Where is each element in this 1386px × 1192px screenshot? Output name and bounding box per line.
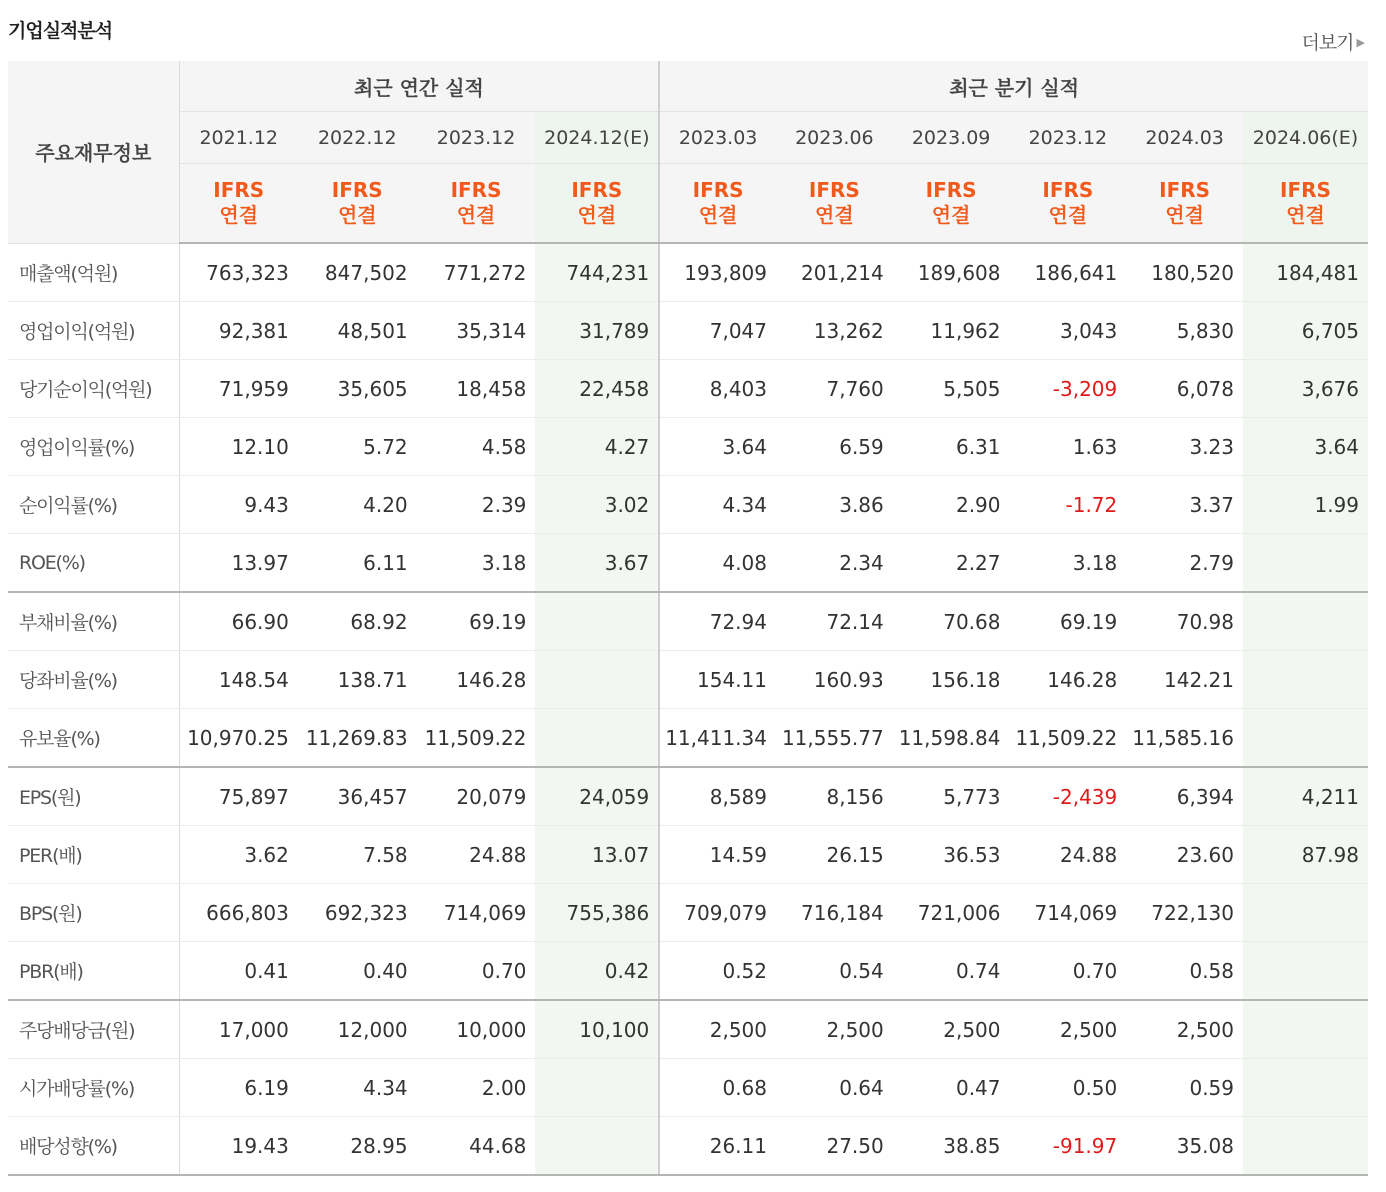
table-row [8,942,1368,1001]
table-cell: 0.58 [1126,942,1243,1001]
table-cell: 722,130 [1126,884,1243,942]
row-label: PBR(배) [8,942,179,1001]
table-cell: 3.64 [659,418,776,476]
table-cell: 193,809 [659,243,776,302]
table-cell: -3,209 [1010,360,1127,418]
ifrs-label: IFRS [331,178,383,202]
table-cell: 0.40 [298,942,417,1001]
table-cell: 17,000 [179,1000,298,1059]
ifrs-label: IFRS [1159,178,1211,202]
table-cell: 4.58 [417,418,536,476]
table-cell: 6,078 [1126,360,1243,418]
row-label: 영업이익(억원) [8,302,179,360]
table-cell: 72.94 [659,592,776,651]
table-cell: 7.58 [298,826,417,884]
table-cell: 7,760 [776,360,893,418]
table-cell: 156.18 [893,651,1010,709]
consolidated-label: 연결 [931,203,971,227]
table-cell: 35.08 [1126,1117,1243,1176]
table-cell: 8,156 [776,767,893,826]
table-cell: 709,079 [659,884,776,942]
table-cell: 44.68 [417,1117,536,1176]
table-cell [1243,1117,1368,1176]
table-cell: 692,323 [298,884,417,942]
table-cell: 2.34 [776,534,893,593]
table-cell: 4.08 [659,534,776,593]
period-header: 2023.12 [1010,112,1127,164]
table-cell [1243,884,1368,942]
table-cell [1243,651,1368,709]
table-cell: 6.59 [776,418,893,476]
table-cell: 8,589 [659,767,776,826]
table-cell: 763,323 [179,243,298,302]
ifrs-label: IFRS [1042,178,1094,202]
table-cell: 3.18 [1010,534,1127,593]
ifrs-badge [179,164,298,244]
annual-group-header: 최근 연간 실적 [179,61,659,112]
table-cell: 75,897 [179,767,298,826]
table-cell: 0.54 [776,942,893,1001]
table-row [8,1059,1368,1117]
ifrs-badge [1243,164,1368,244]
table-cell: 142.21 [1126,651,1243,709]
table-cell: 11,269.83 [298,709,417,768]
table-row [8,884,1368,942]
table-row [8,243,1368,302]
table-cell: 4,211 [1243,767,1368,826]
consolidated-label: 연결 [337,203,377,227]
period-header: 2021.12 [179,112,298,164]
table-cell: 3,043 [1010,302,1127,360]
table-cell: 160.93 [776,651,893,709]
table-cell: 4.20 [298,476,417,534]
table-cell: 3.18 [417,534,536,593]
table-cell: 10,970.25 [179,709,298,768]
arrow-right-icon: ▶ [1356,36,1364,49]
ifrs-label: IFRS [450,178,502,202]
table-cell [1243,534,1368,593]
ifrs-badge [776,164,893,244]
table-cell: 146.28 [417,651,536,709]
table-cell: 92,381 [179,302,298,360]
table-cell: 847,502 [298,243,417,302]
table-cell: 3.23 [1126,418,1243,476]
table-cell: 11,509.22 [417,709,536,768]
table-cell: 138.71 [298,651,417,709]
table-cell: 189,608 [893,243,1010,302]
table-cell: 2,500 [893,1000,1010,1059]
ifrs-badge [1010,164,1127,244]
table-cell [535,592,659,651]
table-cell: 0.42 [535,942,659,1001]
consolidated-label: 연결 [698,203,738,227]
table-cell [1243,1000,1368,1059]
table-cell: 6.11 [298,534,417,593]
table-cell: 2,500 [659,1000,776,1059]
consolidated-label: 연결 [1286,203,1325,227]
table-cell: 6,394 [1126,767,1243,826]
table-cell: 36,457 [298,767,417,826]
table-cell: 1.63 [1010,418,1127,476]
row-label: BPS(원) [8,884,179,942]
table-cell: 24,059 [535,767,659,826]
table-row [8,767,1368,826]
table-cell: 9.43 [179,476,298,534]
table-cell: 716,184 [776,884,893,942]
table-cell [535,651,659,709]
table-cell: 11,598.84 [893,709,1010,768]
table-cell: 87.98 [1243,826,1368,884]
ifrs-badge [417,164,536,244]
table-cell: 13.97 [179,534,298,593]
table-cell: 2.27 [893,534,1010,593]
table-cell: 31,789 [535,302,659,360]
table-cell: 36.53 [893,826,1010,884]
table-cell: 0.52 [659,942,776,1001]
table-cell: 11,962 [893,302,1010,360]
table-cell: -1.72 [1010,476,1127,534]
table-cell: 2,500 [1010,1000,1127,1059]
ifrs-badge [893,164,1010,244]
table-cell: 2.00 [417,1059,536,1117]
row-label: 당좌비율(%) [8,651,179,709]
table-row [8,534,1368,593]
period-header: 2022.12 [298,112,417,164]
table-cell: 744,231 [535,243,659,302]
table-cell: 2,500 [776,1000,893,1059]
ifrs-badge [298,164,417,244]
consolidated-label: 연결 [456,203,496,227]
ifrs-label: IFRS [213,178,265,202]
table-cell: 35,314 [417,302,536,360]
table-cell: 12.10 [179,418,298,476]
row-label: 주당배당금(원) [8,1000,179,1059]
period-header: 2023.12 [417,112,536,164]
ifrs-badge [659,164,776,244]
label-column-header: 주요재무정보 [8,61,179,243]
table-cell: -2,439 [1010,767,1127,826]
table-cell: 6,705 [1243,302,1368,360]
table-cell: 5,830 [1126,302,1243,360]
table-row [8,1000,1368,1059]
table-cell: 5,773 [893,767,1010,826]
table-cell: 2.90 [893,476,1010,534]
consolidated-label: 연결 [1165,203,1204,227]
period-header: 2023.06 [776,112,893,164]
table-cell: 66.90 [179,592,298,651]
table-cell: 0.41 [179,942,298,1001]
table-cell: 184,481 [1243,243,1368,302]
more-link[interactable] [1301,28,1364,55]
row-label: ROE(%) [8,534,179,593]
table-cell: 72.14 [776,592,893,651]
table-cell: 3.67 [535,534,659,593]
table-cell: 4.27 [535,418,659,476]
table-cell: 69.19 [417,592,536,651]
table-cell: 755,386 [535,884,659,942]
table-row [8,592,1368,651]
row-label: 당기순이익(억원) [8,360,179,418]
table-cell: 3.86 [776,476,893,534]
row-label: 유보율(%) [8,709,179,768]
table-cell [1243,942,1368,1001]
table-cell: 6.19 [179,1059,298,1117]
ifrs-label: IFRS [571,178,623,202]
table-cell: 1.99 [1243,476,1368,534]
table-cell [535,709,659,768]
table-cell: 13,262 [776,302,893,360]
table-cell: 186,641 [1010,243,1127,302]
table-cell: 666,803 [179,884,298,942]
table-cell: 22,458 [535,360,659,418]
ifrs-badge [535,164,659,244]
table-cell: 714,069 [417,884,536,942]
table-cell: 26.11 [659,1117,776,1176]
table-cell: 2.39 [417,476,536,534]
table-cell: 14.59 [659,826,776,884]
table-cell: 20,079 [417,767,536,826]
table-row [8,476,1368,534]
table-cell: 2.79 [1126,534,1243,593]
table-cell: 11,555.77 [776,709,893,768]
table-row [8,1117,1368,1176]
table-cell: 11,585.16 [1126,709,1243,768]
table-row [8,651,1368,709]
table-cell: 0.64 [776,1059,893,1117]
row-label: EPS(원) [8,767,179,826]
more-label: 더보기 [1301,32,1354,54]
table-cell: 146.28 [1010,651,1127,709]
consolidated-label: 연결 [1048,203,1088,227]
table-cell: 3.37 [1126,476,1243,534]
table-row [8,709,1368,768]
ifrs-badge [1126,164,1243,244]
table-cell: 5,505 [893,360,1010,418]
table-cell: 12,000 [298,1000,417,1059]
table-cell: 2,500 [1126,1000,1243,1059]
table-cell: 24.88 [1010,826,1127,884]
table-row [8,826,1368,884]
table-cell: 4.34 [298,1059,417,1117]
table-cell: 10,100 [535,1000,659,1059]
table-cell: 70.68 [893,592,1010,651]
table-cell: 771,272 [417,243,536,302]
table-cell: 19.43 [179,1117,298,1176]
table-cell: 48,501 [298,302,417,360]
table-cell [535,1059,659,1117]
table-cell [535,1117,659,1176]
table-row [8,302,1368,360]
ifrs-label: IFRS [1280,178,1331,202]
table-cell: 4.34 [659,476,776,534]
row-label: 순이익률(%) [8,476,179,534]
table-cell: 68.92 [298,592,417,651]
table-cell: 6.31 [893,418,1010,476]
table-cell: 71,959 [179,360,298,418]
table-row [8,418,1368,476]
ifrs-label: IFRS [925,178,977,202]
table-cell: 3,676 [1243,360,1368,418]
table-cell: 28.95 [298,1117,417,1176]
table-cell: -91.97 [1010,1117,1127,1176]
table-cell: 3.64 [1243,418,1368,476]
quarter-group-header: 최근 분기 실적 [659,61,1368,112]
page-title: 기업실적분석 [8,20,113,42]
table-cell: 0.68 [659,1059,776,1117]
table-cell: 201,214 [776,243,893,302]
table-cell: 3.62 [179,826,298,884]
table-row [8,360,1368,418]
table-cell: 3.02 [535,476,659,534]
table-cell: 154.11 [659,651,776,709]
table-cell: 0.70 [417,942,536,1001]
table-cell: 11,509.22 [1010,709,1127,768]
table-cell: 5.72 [298,418,417,476]
table-cell: 23.60 [1126,826,1243,884]
table-cell: 721,006 [893,884,1010,942]
period-header: 2024.03 [1126,112,1243,164]
row-label: 영업이익률(%) [8,418,179,476]
row-label: PER(배) [8,826,179,884]
table-cell: 0.47 [893,1059,1010,1117]
table-cell [1243,592,1368,651]
table-cell: 10,000 [417,1000,536,1059]
period-header: 2023.09 [893,112,1010,164]
table-cell: 0.74 [893,942,1010,1001]
table-cell: 38.85 [893,1117,1010,1176]
table-cell: 35,605 [298,360,417,418]
table-cell: 24.88 [417,826,536,884]
table-cell: 148.54 [179,651,298,709]
consolidated-label: 연결 [815,203,854,227]
ifrs-label: IFRS [692,178,744,202]
consolidated-label: 연결 [577,203,617,227]
table-cell: 18,458 [417,360,536,418]
table-cell: 0.50 [1010,1059,1127,1117]
consolidated-label: 연결 [219,203,259,227]
financial-performance-table [8,61,1368,1176]
table-cell: 26.15 [776,826,893,884]
table-cell: 13.07 [535,826,659,884]
row-label: 부채비율(%) [8,592,179,651]
table-cell: 8,403 [659,360,776,418]
period-header: 2024.06(E) [1243,112,1368,164]
row-label: 시가배당률(%) [8,1059,179,1117]
row-label: 매출액(억원) [8,243,179,302]
table-cell: 714,069 [1010,884,1127,942]
table-cell: 7,047 [659,302,776,360]
table-cell: 27.50 [776,1117,893,1176]
table-cell: 0.59 [1126,1059,1243,1117]
period-header: 2023.03 [659,112,776,164]
table-cell: 69.19 [1010,592,1127,651]
table-cell: 180,520 [1126,243,1243,302]
table-cell: 70.98 [1126,592,1243,651]
table-cell [1243,1059,1368,1117]
table-cell: 11,411.34 [659,709,776,768]
table-cell [1243,709,1368,768]
ifrs-label: IFRS [808,178,860,202]
table-cell: 0.70 [1010,942,1127,1001]
period-header: 2024.12(E) [535,112,659,164]
row-label: 배당성향(%) [8,1117,179,1176]
